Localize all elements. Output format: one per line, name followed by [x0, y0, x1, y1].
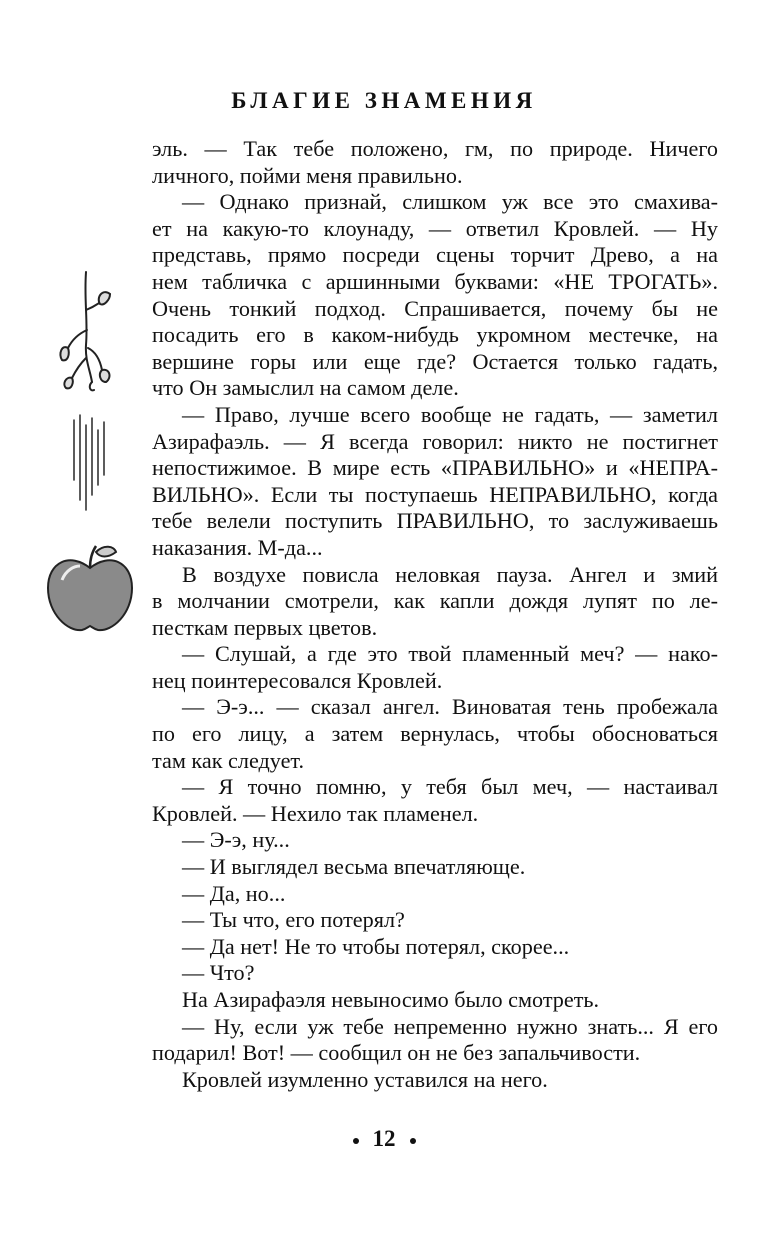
text-line: эль. — Так тебе положено, гм, по природе. Ничего: [152, 136, 718, 161]
text-line: — Однако признай, слишком уж все это смахива-: [182, 189, 718, 215]
text-line: Очень тонкий подход. Спрашивается, почему бы не: [152, 295, 718, 321]
text-line: тебе велели поступить ПРАВИЛЬНО, то заслуживаешь: [152, 508, 718, 534]
running-title: БЛАГИЕ ЗНАМЕНИЯ: [231, 88, 537, 113]
text-line: личного, пойми меня правильно.: [152, 162, 463, 188]
text-line: представь, прямо посреди сцены торчит Древо, а на: [152, 242, 718, 268]
margin-illustration: [40, 270, 140, 650]
page-number: 12: [372, 1126, 396, 1151]
text-line: нем табличка с аршинными буквами: «НЕ ТРОГАТЬ».: [152, 268, 718, 294]
text-line: — Э-э, ну...: [182, 827, 290, 853]
text-line: — Ты что, его потерял?: [182, 907, 405, 933]
text-line: непостижимое. В мире есть «ПРАВИЛЬНО» и «НЕПРА-: [152, 455, 718, 481]
text-line: Азирафаэль. — Я всегда говорил: никто не постигнет: [152, 428, 718, 454]
text-line: подарил! Вот! — сообщил он не без запальчивости.: [152, 1040, 641, 1066]
text-line: в молчании смотрели, как капли дождя лупят по ле-: [152, 588, 718, 614]
text-line: там как следует.: [152, 747, 305, 773]
text-line: что Он замыслил на самом деле.: [152, 375, 459, 401]
text-line: — И выглядел весьма впечатляюще.: [182, 854, 526, 880]
text-line: — Да нет! Не то чтобы потерял, скорее...: [182, 933, 570, 959]
page-number-footer: [0, 1126, 768, 1152]
text-line: В воздухе повисла неловкая пауза. Ангел и змий: [182, 561, 718, 587]
text-line: вершине горы или еще где? Остается только гадать,: [152, 348, 718, 374]
body-text: [152, 136, 718, 1093]
text-line: песткам первых цветов.: [152, 614, 378, 640]
text-line: — Ну, если уж тебе непременно нужно знать... Я его: [182, 1013, 718, 1039]
bullet-right: [410, 1138, 416, 1144]
apple-icon: [48, 546, 132, 630]
text-line: — Э-э... — сказал ангел. Виноватая тень пробежала: [182, 694, 718, 720]
text-line: наказания. М-да...: [152, 534, 323, 560]
text-line: На Азирафаэля невыносимо было смотреть.: [182, 987, 600, 1012]
text-line: — Да, но...: [182, 880, 286, 906]
text-line: нец поинтересовался Кровлей.: [152, 667, 443, 693]
text-line: — Что?: [182, 960, 255, 986]
text-line: ет на какую-то клоунаду, — ответил Кровлей. — Ну: [152, 215, 718, 241]
text-line: ВИЛЬНО». Если ты поступаешь НЕПРАВИЛЬНО, когда: [152, 481, 718, 507]
bullet-left: [353, 1138, 359, 1144]
text-line: Кровлей. — Нехило так пламенел.: [152, 800, 479, 826]
text-line: — Право, лучше всего вообще не гадать, — заметил: [182, 401, 718, 427]
falling-lines-icon: [74, 415, 104, 510]
text-line: Кровлей изумленно уставился на него.: [182, 1066, 548, 1092]
text-line: по его лицу, а затем вернулась, чтобы обосноваться: [152, 721, 718, 747]
text-line: — Слушай, а где это твой пламенный меч? — нако-: [182, 641, 718, 667]
branch-with-leaves-icon: [60, 272, 110, 390]
text-line: — Я точно помню, у тебя был меч, — настаивал: [182, 774, 718, 800]
text-line: посадить его в каком-нибудь укромном местечке, на: [152, 322, 718, 348]
